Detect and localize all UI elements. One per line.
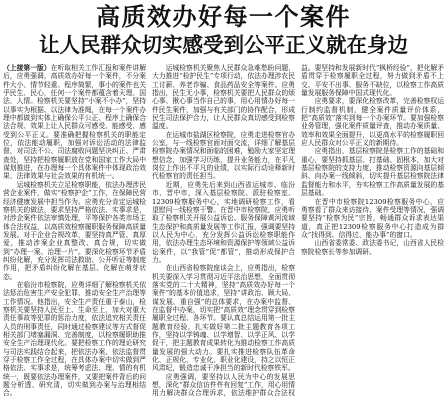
article-body xyxy=(3,64,444,398)
article-paragraph: 近期，应勇先后来到山西省运城市、临汾市、晋中市，深入基层检察院、派驻检察室、12309检察服务中心，实地调研检察工作，看望慰问一线检察干警。在晋中市检察院，应勇听取了检察机关开展公益诉讼、服务保障黄河流域生态保护和高质量发展等工作汇报，强调要坚持以人民为中心，充分发挥公益诉讼检察职能作用，依法办理生态环境和资源保护等领域公益诉讼案件，以“我管”促“都管”，推动形成保护合力。 xyxy=(152,180,295,264)
article-paragraph: 在运城市盐湖区检察院，应勇走进检察官办公室，与一线检察官面对面交流，详细了解基层检察院办案情况和面临的困难，勉励大家坚定理想信念，加强学习历练，提升业务能力，在平凡岗位上作出不平凡的业绩，以实际行动诠释新时代检察官的责任担当。 xyxy=(152,130,295,181)
article-paragraph xyxy=(3,64,146,181)
article-paragraph: 应勇指出，基层检察院是检察工作的基础和重心，要坚持抓基层、打基础、固根本，加大对基层检察院的支持力度，推动检察资源向基层倾斜、向办案一线倾斜，切实提升基层检察院法律监督能力和水平，夯实检察工作高质量发展的基层基础。 xyxy=(301,147,444,198)
article-paragraph: 应勇要求，要深化检察改革，完善检察权运行制约监督机制，健全案件质量评价体系，把“高质效”落实到每一个办案环节。要加强检察业务管理，强化案件质量评查，推动办案质量、效率和效果全面提升，以更高水平的检察履职回应人民群众对公平正义的新期待。 xyxy=(301,97,444,148)
article-paragraph: 运城检察机关聚焦人民群众急难愁盼问题，大力推进“检护民生”专项行动，依法办理涉农民工讨薪、养老诈骗、食品药品安全等案件。应勇指出，民生无小事，检察机关要把人民群众的烦心事、揪心事当作自己的事，用心用情办好每一件民生案件，加强与有关部门的协作配合，形成民生司法保护合力，让人民群众真切感受到检察温度。 xyxy=(152,64,295,131)
article-paragraph: 在晋中市检察院12309检察服务中心，应勇察看了群众来访接待、案件受理等情况，强调要坚持“检察为民”宗旨，畅通群众诉求表达渠道，真正把12309检察服务中心打造成为群众“找得到、信得过、能办事”的窗口。 xyxy=(301,197,444,239)
article-paragraph: 在山西省检察院座谈会上，应勇指出，检察机关要深入学习贯彻习近平法治思想，全面贯彻落实党的二十大精神，坚持“高质效办好每一个案件”的基本价值追求，坚持“讲政治、顾大局、谋发展、重自强”的总体要求，在办案中监督、在监督中办案，切实把“高质效”理念贯穿到检察履职全过程、各环节。要认真总结运用第一批主题教育经验，扎实做好第二批主题教育各项工作，坚持以学铸魂、以学增智、以学正风、以学促干，把主题教育成果转化为推动检察工作高质量发展的强大动力。要扎实推进检察队伍革命化、正规化、专业化、职业化建设，持之以恒正风肃纪，锻造忠诚干净担当的新时代检察铁军。 xyxy=(152,264,295,373)
headline-main: 高质效办好每一个案件 xyxy=(96,2,351,31)
article-paragraph: 应勇强调，要坚持以人民为中心的发展思想，深化“群众信访件件有回复”工作，用心用情用力解决群众合理诉求，依法维护群众合法权益。要坚持和发展新时代“枫桥经验”，把化解矛盾贯穿于检察履职全过程，努力做到矛盾不上交、平安不出事、服务不缺位，以检察工作高质量发展服务保障中国式现代化。 xyxy=(152,64,444,398)
article-paragraph: 运城检察机关立足检察职能，依法办理涉民营企业案件，做实“检察护企”工作，在保障民营经济健康发展中担当作为。应勇充分肯定运城检察机关的做法，要求坚持严格依法、实事求是，对涉企案件依法审慎处理，平等保护各类市场主体合法权益，以高质效检察履职服务保障高质量发展。对于企业合规改革，要坚持真严管、真厚爱，推动涉案企业真整改、真合规，切实做到“办理一案、治理一片”。要深化检察环节矛盾纠纷化解，充分发挥司法救助、公开听证等制度作用，把矛盾纠纷化解在基层、化解在萌芽状态。 xyxy=(3,180,146,281)
continuation-tag: （上接第一版） xyxy=(3,64,51,72)
article-paragraph: 在临汾市检察院，应勇详细了解检察机关依法惩治危害生产安全犯罪、推动安全生产治理等工作情况。他指出，安全生产责任重于泰山，检察机关要坚持人民至上、生命至上，加大对重大责任事故等犯罪的惩治力度，依法追究相关责任人员的刑事责任，同时通过检察建议等方式督促相关部门堵塞漏洞、完善制度，以检察履职助推安全生产治理现代化。要把检察工作的理论研究与司法实践结合起来，把依法办案、依法监督贯穿于检察工作全过程，在具体办案中切实做到严格依法、实事求是，统筹考虑法、理、情的有机统一，既要依法办理案件，又要把案件背后的问题分析透、研究清，切实做到办案与治理相结合。 xyxy=(3,280,146,398)
headline-secondary: 让人民群众切实感受到公平正义就在身边 xyxy=(39,33,408,57)
article-paragraph: 山西省委常委、政法委书记，山西省人民检察院检察长等参加调研。 xyxy=(301,239,444,256)
article-paragraph-text: 在听取相关工作汇报和案件讲解后，应勇强调，高质效办好每一个案件，不分案件大小、情节轻重、程序简繁，事小的案件也关乎民生、民心，任何一个案件都蕴含着天理、国法、人情。检察机关要坚持“小案不小办”，坚持以事实为根据、以法律为准绳，在每一个案件办理中都做到实体上确保公平公正、程序上确保合法合规、效果上让人民群众可感受、能感受、感受到公平正义。要准确把握检察机关的职能定位，依法能动履职，加强对诉讼活动的法律监督，对司法不公、司法腐败问题坚决纠正、严肃查处，坚持把检察履职放在党和国家工作大局中谋划推进，在办理每一个具体案件中体现政治效果、法律效果与社会效果的有机统一。 xyxy=(3,64,147,181)
